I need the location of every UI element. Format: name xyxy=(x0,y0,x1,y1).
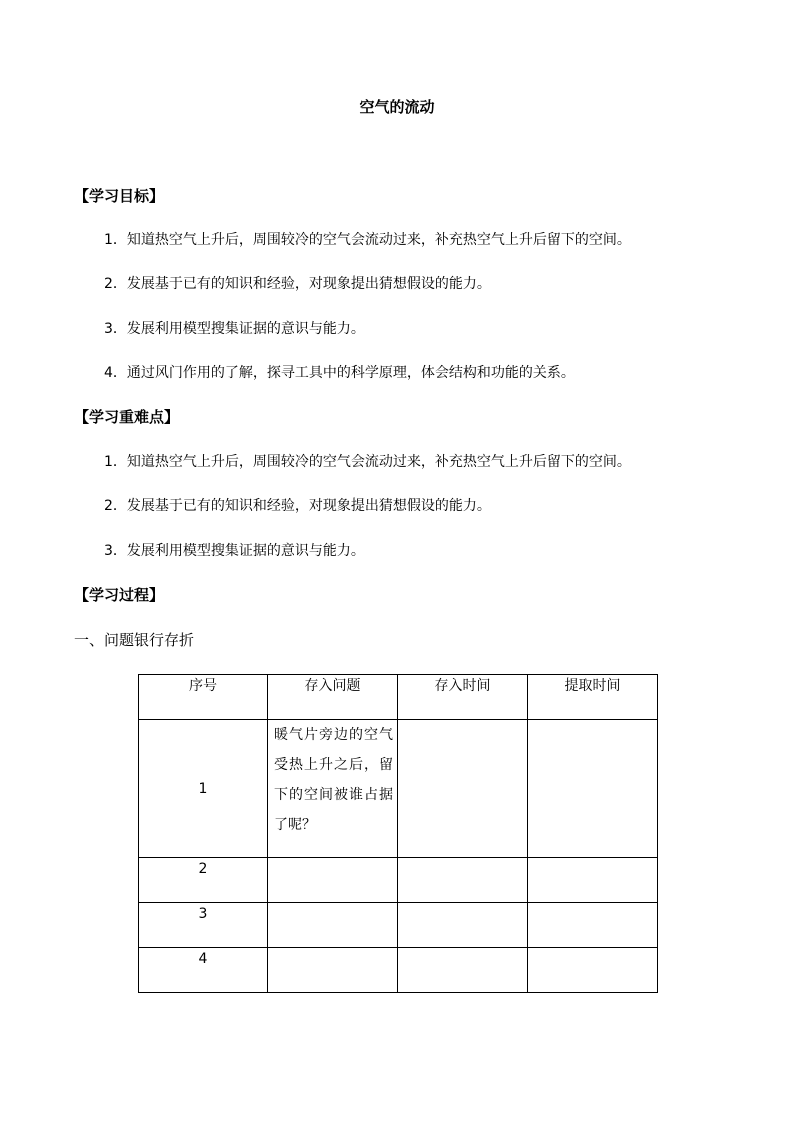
table-row xyxy=(139,948,658,993)
row-withdraw-time[interactable] xyxy=(528,858,658,903)
key-point-item-1: 1．知道热空气上升后，周围较冷的空气会流动过来，补充热空气上升后留下的空间。 xyxy=(104,454,631,470)
row-question: 暖气片旁边的空气受热上升之后，留下的空间被谁占据了呢？ xyxy=(268,720,398,858)
page-title: 空气的流动 xyxy=(359,98,435,116)
process-heading: 【学习过程】 xyxy=(74,586,165,604)
table-header-row xyxy=(139,675,658,720)
key-point-item-2: 2．发展基于已有的知识和经验，对现象提出猜想假设的能力。 xyxy=(104,498,491,514)
row-serial: 2 xyxy=(139,858,268,903)
header-deposit-time: 存入时间 xyxy=(398,675,528,720)
table-row xyxy=(139,858,658,903)
header-serial: 序号 xyxy=(139,675,268,720)
row-question[interactable] xyxy=(268,948,398,993)
goals-heading: 【学习目标】 xyxy=(74,187,165,205)
row-deposit-time[interactable] xyxy=(398,903,528,948)
header-withdraw-time: 提取时间 xyxy=(528,675,658,720)
row-question[interactable] xyxy=(268,903,398,948)
goal-item-2: 2．发展基于已有的知识和经验，对现象提出猜想假设的能力。 xyxy=(104,276,491,292)
row-deposit-time[interactable] xyxy=(398,948,528,993)
row-question[interactable] xyxy=(268,858,398,903)
key-points-heading: 【学习重难点】 xyxy=(74,408,180,426)
row-withdraw-time[interactable] xyxy=(528,948,658,993)
key-point-item-3: 3．发展利用模型搜集证据的意识与能力。 xyxy=(104,543,365,559)
header-question: 存入问题 xyxy=(268,675,398,720)
table-row xyxy=(139,903,658,948)
row-withdraw-time[interactable] xyxy=(528,903,658,948)
row-deposit-time[interactable] xyxy=(398,720,528,858)
row-serial: 1 xyxy=(139,720,268,858)
goal-item-1: 1．知道热空气上升后，周围较冷的空气会流动过来，补充热空气上升后留下的空间。 xyxy=(104,232,631,248)
question-bank-subheading: 一、问题银行存折 xyxy=(74,631,195,649)
row-deposit-time[interactable] xyxy=(398,858,528,903)
question-bank-table xyxy=(138,674,658,993)
goal-item-4: 4．通过风门作用的了解，探寻工具中的科学原理，体会结构和功能的关系。 xyxy=(104,365,575,381)
row-serial: 4 xyxy=(139,948,268,993)
table-row xyxy=(139,720,658,858)
row-withdraw-time[interactable] xyxy=(528,720,658,858)
row-serial: 3 xyxy=(139,903,268,948)
goal-item-3: 3．发展利用模型搜集证据的意识与能力。 xyxy=(104,321,365,337)
